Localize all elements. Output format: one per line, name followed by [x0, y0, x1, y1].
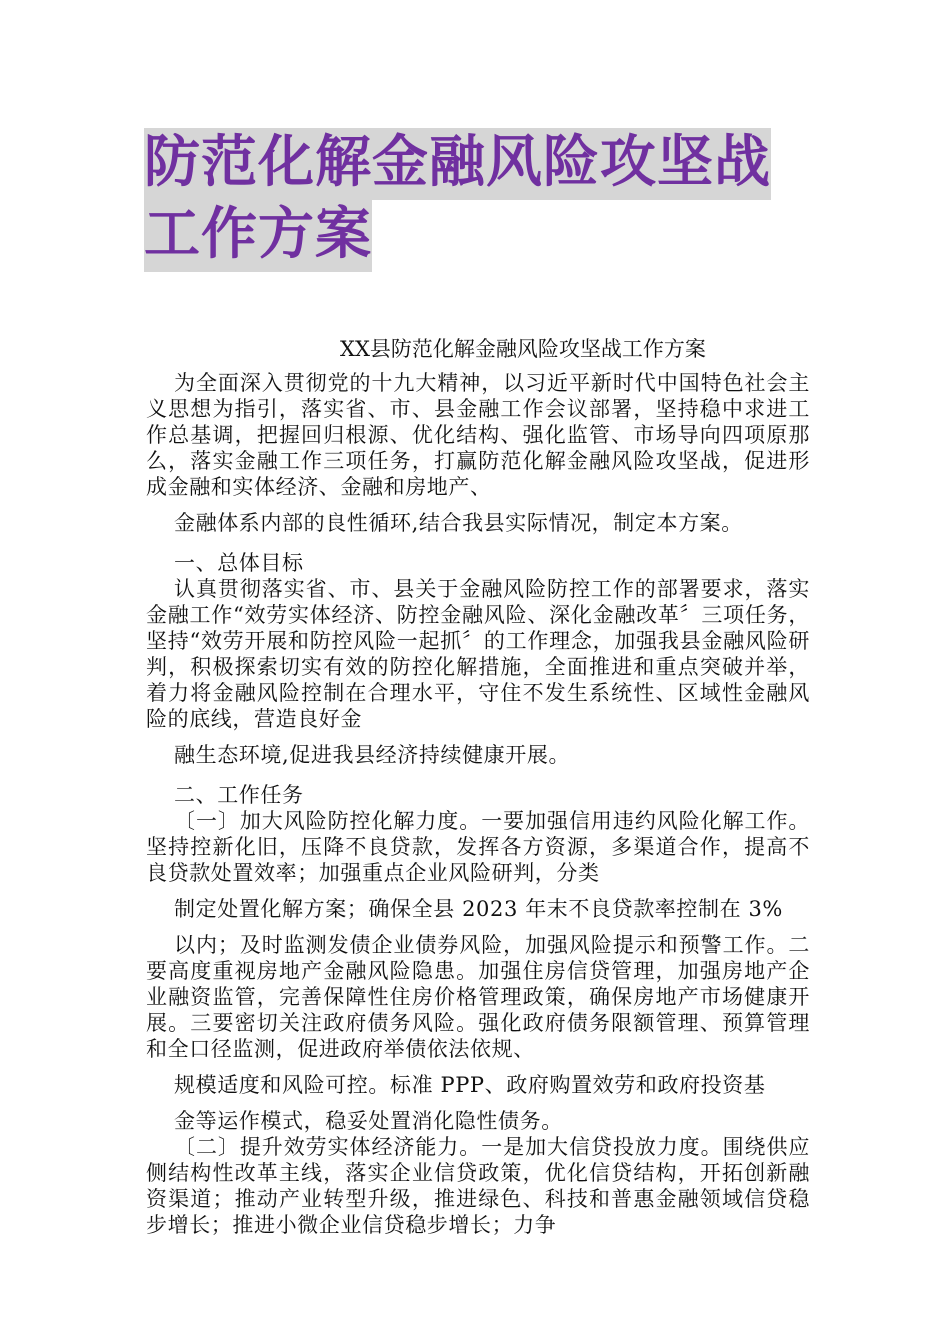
document-title [144, 128, 824, 272]
section-heading-tasks: 二、工作任务 [174, 783, 304, 807]
paragraph-task-1-c: 以内；及时监测发债企业债券风险，加强风险提示和预警工作。二要高度重视房地产金融风险隐患。加强住房信贷管理，加强房地产企业融资监管，完善保障性住房价格管理政策，确保房地产市场健康开展。三要密切关注政府债务风险。强化政府债务限额管理、预算管理和全口径监测，促进政府举债依法依规、 [146, 933, 810, 1061]
paragraph-intro-text: 为全面深入贯彻党的十九大精神，以习近平新时代中国特色社会主义思想为指引，落实省、市、县金融工作会议部署，坚持稳中求进工作总基调，把握回归根源、优化结构、强化监管、市场导向四项原那么，落实金融工作三项任务，打赢防范化解金融风险攻坚战，促进形成金融和实体经济、金融和房地产、 [146, 371, 810, 499]
document-body [146, 370, 810, 1238]
paragraph-task-2: 〔二〕提升效劳实体经济能力。一是加大信贷投放力度。围绕供应侧结构性改革主线，落实企业信贷政策，优化信贷结构，开拓创新融资渠道；推动产业转型升级，推进绿色、科技和普惠金融领域信贷稳步增长；推进小微企业信贷稳步增长；力争 [146, 1135, 810, 1237]
paragraph-intro [146, 370, 810, 536]
paragraph-task-1-b: 制定处置化解方案；确保全县 2023 年末不良贷款率控制在 3% [174, 897, 783, 921]
paragraph-goals-text: 认真贯彻落实省、市、县关于金融风险防控工作的部署要求，落实金融工作“效劳实体经济、防控金融风险、深化金融改革〞三项任务，坚持“效劳开展和防控风险一起抓〞的工作理念，加强我县金融风险研判，积极探索切实有效的防控化解措施，全面推进和重点突破并举，着力将金融风险控制在合理水平，守住不发生系统性、区域性金融风险的底线，营造良好金 [146, 577, 810, 731]
title-line-2: 工作方案 [144, 200, 372, 272]
document-subtitle: XX县防范化解金融风险攻坚战工作方案 [340, 337, 706, 361]
paragraph-goals [146, 576, 810, 768]
paragraph-goals-last: 融生态环境,促进我县经济持续健康开展。 [174, 743, 571, 767]
title-line-1: 防范化解金融风险攻坚战 [144, 128, 771, 200]
paragraph-task-1 [146, 808, 810, 1134]
paragraph-task-1-e: 金等运作模式，稳妥处置消化隐性债务。 [174, 1109, 563, 1133]
paragraph-task-1-a: 〔一〕加大风险防控化解力度。一要加强信用违约风险化解工作。坚持控新化旧，压降不良贷款，发挥各方资源，多渠道合作，提高不良贷款处置效率；加强重点企业风险研判，分类 [146, 809, 810, 885]
section-heading-goals: 一、总体目标 [174, 551, 304, 575]
paragraph-task-1-d: 规模适度和风险可控。标准 PPP、政府购置效劳和政府投资基 [174, 1073, 766, 1097]
paragraph-intro-last: 金融体系内部的良性循环,结合我县实际情况，制定本方案。 [174, 511, 743, 535]
